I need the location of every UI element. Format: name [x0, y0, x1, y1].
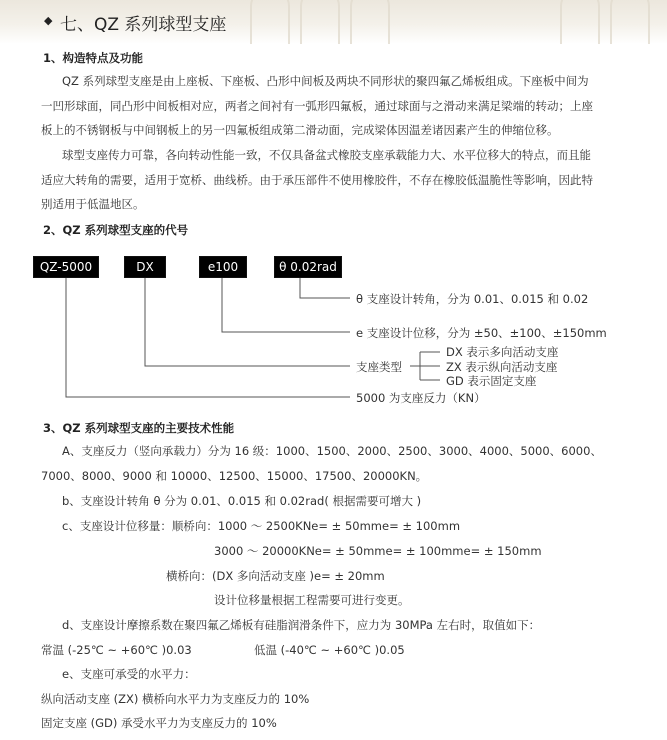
diamond-bullet-icon: ◆ [44, 14, 53, 27]
label-angle: θ 支座设计转角，分为 0.01、0.015 和 0.02 [356, 292, 589, 306]
spec-a-line1: A、支座反力（竖向承载力）分为 16 级：1000、1500、2000、2500、3000、4000、5000、6000、 [62, 444, 602, 458]
connector-displacement [222, 276, 350, 332]
section1-paragraph1-line1: QZ 系列球型支座是由上座板、下座板、凸形中间板及两块不同形状的聚四氟乙烯板组成。下座板中间为 [62, 74, 589, 88]
label-force: 5000 为支座反力（KN） [356, 391, 486, 405]
section1-paragraph2-line3: 别适用于低温地区。 [41, 197, 145, 211]
spec-e-line1: 纵向活动支座 (ZX) 横桥向水平力为支座反力的 10% [41, 692, 310, 706]
type-gd: GD 表示固定支座 [446, 374, 537, 388]
spec-d-normal-temp: 常温 (-25℃ ~ +60℃ )0.03 [41, 643, 192, 657]
connector-angle [300, 276, 350, 298]
spec-c-line1: c、支座设计位移量：顺桥向：1000 ～ 2500KNe= ± 50mme= ± 100mm [62, 519, 461, 533]
code-box-type: DX [124, 256, 166, 278]
spec-b: b、支座设计转角 θ 分为 0.01、0.015 和 0.02rad( 根据需要可增大 ) [62, 494, 422, 508]
type-bracket [410, 352, 440, 380]
spec-a-line2: 7000、8000、9000 和 10000、12500、15000、17500、20000KN。 [41, 469, 428, 483]
code-box-displacement: e100 [199, 256, 247, 278]
spec-e-line2: 固定支座 (GD) 承受水平力为支座反力的 10% [41, 716, 277, 730]
spec-c-line4: 设计位移量根据工程需要可进行变更。 [214, 593, 410, 607]
section1-paragraph2-line1: 球型支座传力可靠，各向转动性能一致，不仅具备盆式橡胶支座承载能力大、水平位移大的特点，而且能 [62, 148, 591, 162]
spec-c-line2: 3000 ～ 20000KNe= ± 50mme= ± 100mme= ± 150mm [214, 544, 542, 558]
spec-c-line3: 横桥向：(DX 多向活动支座 )e= ± 20mm [166, 569, 385, 583]
section1-paragraph2-line2: 适应大转角的需要，适用于宽桥、曲线桥。由于承压部件不使用橡胶件，不存在橡胶低温脆性等影响，因此特 [41, 173, 593, 187]
label-type: 支座类型 [356, 360, 402, 374]
connector-type [145, 276, 350, 366]
connector-force [66, 276, 350, 397]
page-title: 七、QZ 系列球型支座 [60, 15, 227, 35]
section1-paragraph1-line3: 板上的不锈钢板与中间钢板上的另一四氟板组成第二滑动面，完成梁体因温差诸因素产生的伸缩位移。 [41, 123, 559, 137]
label-displacement: e 支座设计位移，分为 ±50、±100、±150mm [356, 326, 607, 340]
section3-heading: 3、QZ 系列球型支座的主要技术性能 [43, 421, 235, 435]
code-box-angle: θ 0.02rad [274, 256, 342, 278]
section1-heading: 1、构造特点及功能 [43, 51, 144, 65]
section1-paragraph1-line2: 一凹形球面，同凸形中间板相对应，两者之间衬有一弧形四氟板，通过球面与之滑动来满足梁端的转动；上座 [41, 99, 593, 113]
spec-e: e、支座可承受的水平力： [62, 667, 196, 681]
type-dx: DX 表示多向活动支座 [446, 345, 559, 359]
spec-d: d、支座设计摩擦系数在聚四氟乙烯板有硅脂润滑条件下，应力为 30MPa 左右时，取值如下： [62, 618, 541, 632]
section2-heading: 2、QZ 系列球型支座的代号 [43, 223, 189, 237]
code-box-model: QZ-5000 [33, 256, 99, 278]
type-zx: ZX 表示纵向活动支座 [446, 360, 558, 374]
spec-d-low-temp: 低温 (-40℃ ~ +60℃ )0.05 [254, 643, 405, 657]
